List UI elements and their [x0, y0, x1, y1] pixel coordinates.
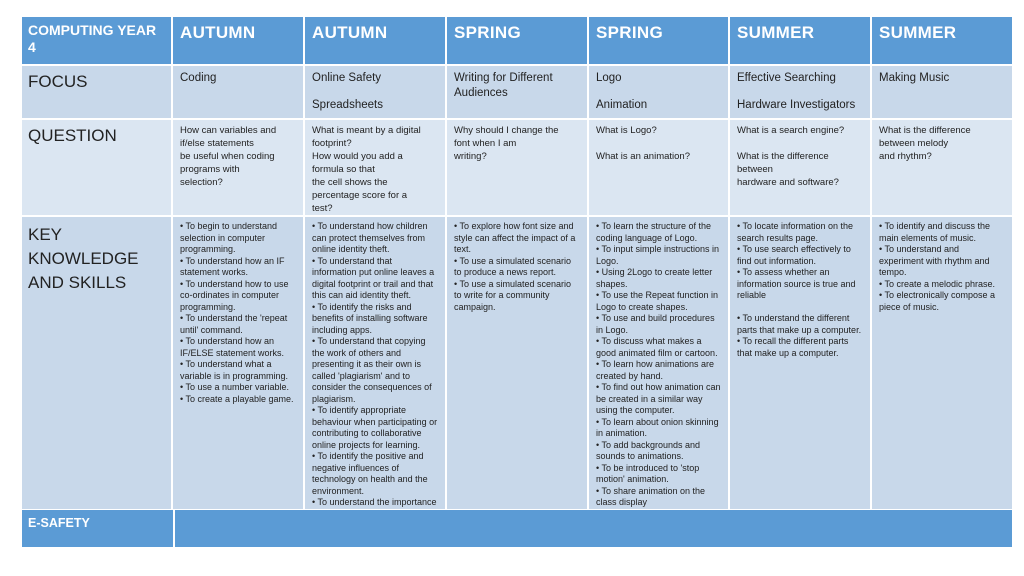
focus-cell: Making Music: [872, 66, 1012, 120]
row-label-esafety: E-SAFETY: [22, 510, 175, 547]
knowledge-item: • To understand that information put online leaves a digital footprint or trail and that this can aid identity theft.: [312, 255, 435, 300]
term-header: SPRING: [447, 17, 589, 66]
knowledge-item: [737, 302, 863, 314]
knowledge-cell: [447, 217, 589, 511]
knowledge-cell: [173, 217, 305, 511]
knowledge-item: • To assess whether an information source is true and reliable: [737, 267, 856, 300]
knowledge-item: • To learn how animations are created by hand.: [596, 359, 715, 381]
knowledge-item: • To use a simulated scenario to write for a community campaign.: [454, 278, 572, 312]
knowledge-item: • To understand how to use co-ordinates in computer programming.: [180, 278, 289, 312]
knowledge-item: • To use search effectively to find out information.: [737, 244, 851, 266]
question-cell: How can variables and if/else statements be useful when coding programs with selection?: [173, 120, 305, 217]
knowledge-item: • To understand that copying the work of others and presenting it as their own is called 'plagiarism' and to consider the consequences of plagiarism.: [312, 336, 432, 404]
question-cell: What is a search engine? What is the difference between hardware and software?: [730, 120, 872, 217]
knowledge-cell: [872, 217, 1012, 511]
knowledge-item: • To understand how an IF statement works.: [180, 255, 285, 277]
term-header: AUTUMN: [173, 17, 305, 66]
knowledge-cell: [305, 217, 447, 511]
focus-row: [22, 66, 1012, 120]
knowledge-item: • To understand what a variable is in programming.: [180, 359, 289, 381]
knowledge-item: • To find out how animation can be created in a similar way using the computer.: [596, 382, 721, 415]
knowledge-item: • To identify the risks and benefits of installing software including apps.: [312, 301, 428, 335]
knowledge-item: • To be introduced to 'stop motion' animation.: [596, 462, 700, 484]
knowledge-item: • To discuss what makes a good animated film or cartoon.: [596, 336, 718, 358]
knowledge-item: • To use a simulated scenario to produce a news report.: [454, 255, 572, 277]
knowledge-item: • To understand how children can protect themselves from online identity theft.: [312, 221, 428, 254]
knowledge-item: • To electronically compose a piece of music.: [879, 290, 996, 312]
term-header: SUMMER: [872, 17, 1012, 66]
knowledge-item: • To understand and experiment with rhythm and tempo.: [879, 244, 990, 277]
question-cell: What is meant by a digital footprint? How would you add a formula so that the cell shows the percentage score for a test?: [305, 120, 447, 217]
knowledge-cell: [589, 217, 730, 511]
knowledge-item: • To share animation on the class display: [596, 485, 706, 507]
row-label-focus: FOCUS: [22, 66, 173, 120]
knowledge-item: • To identify and discuss the main elements of music.: [879, 221, 991, 243]
esafety-content: [175, 510, 1012, 547]
knowledge-item: • To recall the different parts that make up a computer.: [737, 336, 849, 358]
table-title: COMPUTING YEAR 4: [22, 17, 173, 66]
knowledge-item: • To locate information on the search results page.: [737, 221, 854, 243]
knowledge-item: • To understand the different parts that make up a computer.: [737, 313, 862, 335]
row-label-knowledge: KEY KNOWLEDGE AND SKILLS: [22, 217, 173, 511]
knowledge-item: • To learn about onion skinning in animation.: [596, 416, 719, 438]
curriculum-table: [22, 17, 1012, 511]
question-cell: Why should I change the font when I am writing?: [447, 120, 589, 217]
knowledge-item: • To begin to understand selection in computer programming.: [180, 221, 278, 254]
focus-cell: Coding: [173, 66, 305, 120]
knowledge-item: • To understand the 'repeat until' command.: [180, 313, 288, 335]
knowledge-item: • To use a number variable.: [180, 382, 290, 392]
question-row: [22, 120, 1012, 217]
knowledge-item: • Using 2Logo to create letter shapes.: [596, 267, 713, 289]
knowledge-cell: [730, 217, 872, 511]
focus-cell: Effective Searching Hardware Investigators: [730, 66, 872, 120]
focus-cell: Logo Animation: [589, 66, 730, 120]
knowledge-item: • To input simple instructions in Logo.: [596, 244, 720, 266]
knowledge-item: • To use the Repeat function in Logo to create shapes.: [596, 290, 719, 312]
question-cell: What is Logo? What is an animation?: [589, 120, 730, 217]
header-row: [22, 17, 1012, 66]
term-header: SPRING: [589, 17, 730, 66]
esafety-row: [22, 510, 1012, 547]
knowledge-item: • To understand how an IF/ELSE statement works.: [180, 336, 285, 358]
knowledge-item: • To explore how font size and style can affect the impact of a text.: [454, 221, 576, 254]
knowledge-item: • To understand the importance: [312, 497, 437, 507]
row-label-question: QUESTION: [22, 120, 173, 217]
knowledge-item: • To create a playable game.: [180, 393, 294, 404]
knowledge-item: • To add backgrounds and sounds to animations.: [596, 439, 701, 461]
knowledge-item: • To create a melodic phrase.: [879, 278, 996, 289]
question-cell: What is the difference between melody and rhythm?: [872, 120, 1012, 217]
focus-cell: Writing for Different Audiences: [447, 66, 589, 120]
knowledge-item: • To identify appropriate behaviour when participating or contributing to collaborative online projects for learning.: [312, 405, 438, 450]
term-header: SUMMER: [730, 17, 872, 66]
focus-cell: Online Safety Spreadsheets: [305, 66, 447, 120]
knowledge-row: [22, 217, 1012, 511]
term-header: AUTUMN: [305, 17, 447, 66]
knowledge-item: • To use and build procedures in Logo.: [596, 313, 715, 335]
knowledge-item: • To identify the positive and negative influences of technology on health and the environment.: [312, 451, 428, 496]
knowledge-item: • To learn the structure of the coding language of Logo.: [596, 221, 712, 243]
